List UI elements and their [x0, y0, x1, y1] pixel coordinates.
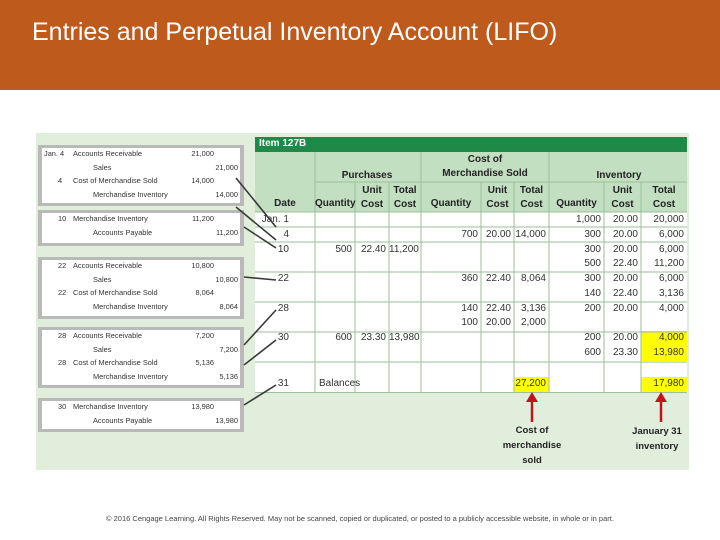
journal-account: Sales	[93, 162, 112, 172]
copyright-notice: © 2016 Cengage Learning. All Rights Reserved. May not be scanned, copied or duplicated, or posted to a publicly accessible website, in whole or in part.	[106, 514, 614, 523]
journal-debit: 5,136	[195, 358, 214, 368]
journal-debit: 14,000	[191, 176, 214, 186]
annotation-inventory	[617, 424, 697, 454]
ledger-cell: 4,000	[658, 332, 684, 343]
ledger-cell: 20.00	[612, 229, 638, 240]
journal-date: 30	[58, 402, 67, 411]
journal-account: Sales	[93, 344, 112, 354]
ledger-cell: 20.00	[612, 303, 638, 314]
ledger-cell: 3,136	[520, 303, 546, 314]
column-header: Total Cost	[519, 185, 544, 210]
annotation-cogs-line2: merchandise	[502, 440, 562, 451]
annotation-cogs-line3: sold	[522, 455, 542, 466]
ledger-cell: 8,064	[520, 273, 546, 284]
row-date: 30	[277, 332, 289, 343]
journal-date: 10	[58, 214, 67, 223]
ledger-cell: 22.40	[360, 244, 386, 255]
journal-credit: 11,200	[215, 227, 238, 237]
journal-entry-panel	[42, 213, 240, 243]
journal-entry-panel	[42, 330, 240, 385]
journal-account: Accounts Receivable	[73, 331, 143, 340]
ledger-cell: 20.00	[612, 332, 638, 343]
column-header: Total Cost	[393, 185, 417, 210]
journal-credit: 5,136	[219, 371, 238, 381]
column-header: Date	[274, 198, 296, 209]
ledger-cell: 20.00	[485, 229, 511, 240]
ledger-cell: 23.30	[360, 332, 386, 343]
row-date: 4	[283, 229, 289, 240]
journal-account: Merchandise Inventory	[73, 402, 148, 411]
ledger-cell: 22.40	[612, 258, 638, 269]
journal-account: Cost of Merchandise Sold	[73, 288, 158, 298]
journal-credit: 13,980	[215, 415, 238, 425]
journal-date: Jan. 4	[44, 149, 65, 158]
group-inventory: Inventory	[596, 170, 642, 181]
ledger-cell: 700	[461, 229, 478, 240]
page-title: Entries and Perpetual Inventory Account (LIFO)	[32, 18, 558, 46]
ledger-cell: 2,000	[520, 317, 546, 328]
ledger-cell: 1,000	[575, 214, 601, 225]
annotation-inventory-line2: inventory	[635, 441, 679, 452]
journal-debit: 8,064	[195, 288, 214, 298]
group-purchases: Purchases	[341, 170, 393, 181]
journal-debit: 11,200	[191, 214, 214, 223]
ledger-cell: 200	[584, 332, 601, 343]
ledger-cell: 22.40	[485, 303, 511, 314]
journal-entry-panel	[42, 148, 240, 203]
journal-entry-box	[38, 327, 244, 388]
ledger-cell: 20,000	[653, 214, 684, 225]
ledger-cell: 22.40	[612, 288, 638, 299]
column-header: Total Cost	[652, 185, 676, 210]
journal-date: 22	[58, 288, 67, 298]
ledger-cell: Balances	[319, 378, 361, 389]
ledger-cell: 100	[461, 317, 478, 328]
group-cogs-line2: Merchandise Sold	[442, 168, 528, 179]
ledger-cell: 11,200	[654, 258, 684, 269]
journal-date: 28	[58, 331, 67, 340]
ledger-cell: 300	[584, 229, 601, 240]
row-date: 22	[277, 273, 289, 284]
title-bar	[0, 0, 720, 90]
journal-entry-box	[38, 257, 244, 319]
ledger-cell: 6,000	[658, 244, 684, 255]
ledger-cell: 13,980	[389, 332, 420, 343]
journal-date: 22	[58, 261, 67, 270]
ledger-cell: 22.40	[485, 273, 511, 284]
annotation-cogs	[492, 423, 572, 468]
ledger-cell: 500	[335, 244, 352, 255]
journal-account: Accounts Payable	[93, 415, 153, 425]
ledger-cell: 6,000	[658, 273, 684, 284]
ledger-cell: 13,980	[653, 347, 684, 358]
ledger-cell: 11,200	[389, 244, 419, 255]
journal-date: 4	[58, 176, 63, 186]
journal-debit: 10,800	[191, 261, 214, 270]
journal-entry-panel	[42, 260, 240, 316]
ledger-cell: 20.00	[612, 273, 638, 284]
ledger-cell: 27,200	[515, 378, 546, 389]
ledger-cell: 140	[461, 303, 478, 314]
ledger-cell: 6,000	[658, 229, 684, 240]
ledger-cell: 360	[461, 273, 478, 284]
journal-account: Merchandise Inventory	[93, 301, 168, 311]
ledger-cell: 20.00	[485, 317, 511, 328]
journal-debit: 7,200	[195, 331, 214, 340]
annotation-inventory-line1: January 31	[632, 426, 682, 437]
journal-account: Sales	[93, 274, 112, 284]
journal-debit: 13,980	[191, 402, 214, 411]
journal-debit: 21,000	[191, 149, 214, 158]
ledger-cell: 600	[335, 332, 352, 343]
group-cogs-line1: Cost of	[467, 154, 503, 165]
journal-account: Merchandise Inventory	[93, 371, 168, 381]
row-date: 10	[277, 244, 289, 255]
journal-entry-panel	[42, 401, 240, 429]
journal-account: Cost of Merchandise Sold	[73, 358, 158, 368]
ledger-cell: 500	[584, 258, 601, 269]
journal-credit: 8,064	[219, 301, 238, 311]
journal-credit: 7,200	[219, 344, 238, 354]
ledger-cell: 200	[584, 303, 601, 314]
journal-account: Accounts Receivable	[73, 261, 143, 270]
column-header: Unit Cost	[611, 185, 634, 210]
ledger-cell: 140	[584, 288, 601, 299]
journal-credit: 21,000	[215, 162, 238, 172]
journal-date: 28	[58, 358, 67, 368]
ledger-cell: 23.30	[612, 347, 638, 358]
journal-account: Merchandise Inventory	[73, 214, 148, 223]
ledger-cell: 4,000	[658, 303, 684, 314]
ledger-cell: 20.00	[612, 244, 638, 255]
journal-entry-box	[38, 398, 244, 432]
ledger-cell: 300	[584, 244, 601, 255]
journal-account: Cost of Merchandise Sold	[73, 176, 158, 186]
column-header: Quantity	[556, 198, 597, 209]
journal-entry-box	[38, 210, 244, 246]
annotation-cogs-line1: Cost of	[515, 425, 549, 436]
journal-credit: 14,000	[215, 189, 238, 199]
inventory-ledger	[255, 137, 687, 393]
row-date: 28	[277, 303, 289, 314]
ledger-cell: 600	[584, 347, 601, 358]
journal-credit: 10,800	[215, 274, 238, 284]
row-date: Jan. 1	[261, 214, 289, 225]
ledger-cell: 14,000	[515, 229, 546, 240]
ledger-cell: 3,136	[658, 288, 684, 299]
column-header: Quantity	[430, 198, 472, 209]
journal-account: Accounts Receivable	[73, 149, 143, 158]
ledger-title: Item 127B	[259, 138, 307, 149]
column-header: Unit Cost	[360, 185, 384, 210]
ledger-cell: 17,980	[653, 378, 684, 389]
journal-account: Accounts Payable	[93, 227, 153, 237]
column-header: Quantity	[315, 198, 356, 209]
journal-account: Merchandise Inventory	[93, 189, 168, 199]
column-header: Unit Cost	[486, 185, 509, 210]
journal-entry-box	[38, 145, 244, 206]
ledger-cell: 300	[584, 273, 601, 284]
row-date: 31	[277, 378, 289, 389]
ledger-cell: 20.00	[612, 214, 638, 225]
